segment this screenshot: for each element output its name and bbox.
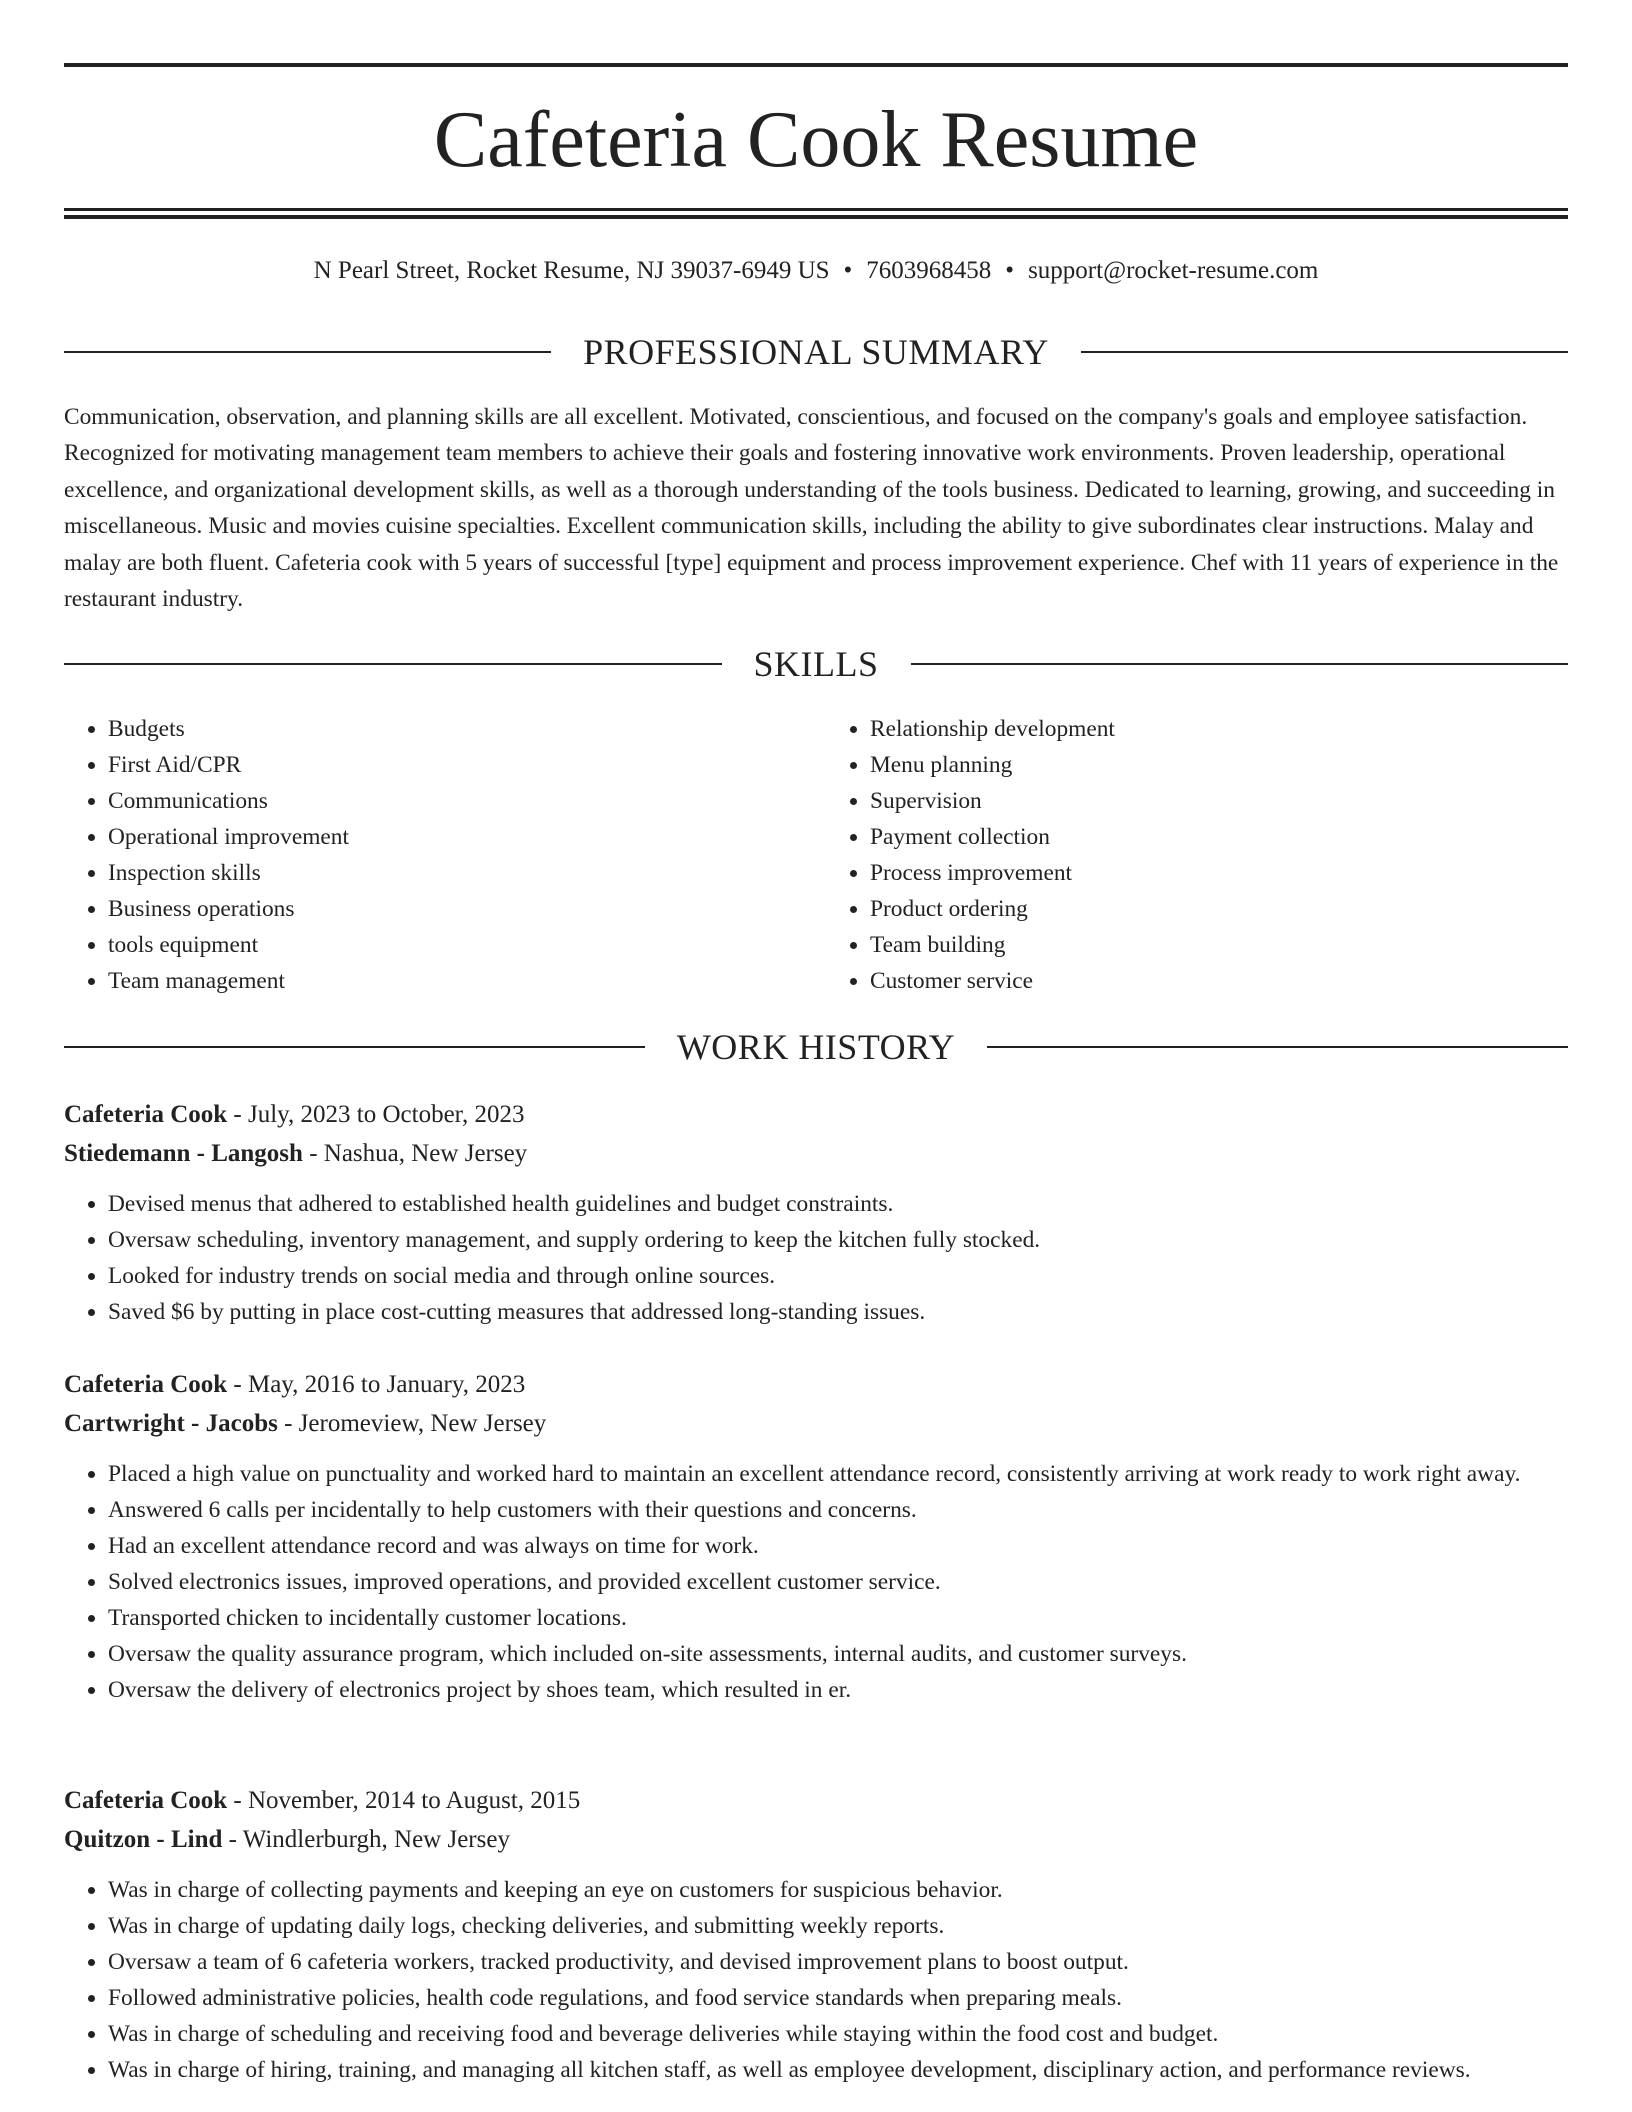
job-title-line — [64, 1366, 1568, 1404]
skills-list — [64, 711, 1568, 999]
heading-rule — [987, 1046, 1568, 1048]
skill-item: • Operational improvement — [108, 819, 806, 855]
job-duty-item: • Was in charge of scheduling and receiving food and beverage deliveries while staying within the food cost and budget. — [108, 2016, 1568, 2052]
skills-column-left — [64, 711, 806, 999]
job-location: - Windlerburgh, New Jersey — [222, 1826, 510, 1853]
job-dates: - July, 2023 to October, 2023 — [227, 1101, 525, 1128]
job-company-line — [64, 1135, 1568, 1173]
job-duties-list — [64, 1186, 1568, 1330]
job-dates: - May, 2016 to January, 2023 — [227, 1371, 526, 1398]
work-heading-label: WORK HISTORY — [676, 1027, 956, 1067]
job-duty-item: • Placed a high value on punctuality and worked hard to maintain an excellent attendance record, consistently arriving at work ready to work right away. — [108, 1456, 1568, 1492]
top-rule — [64, 63, 1568, 67]
work-heading — [64, 1025, 1568, 1069]
job-company-line — [64, 1821, 1568, 1859]
skill-item: • Process improvement — [870, 855, 1568, 891]
job-title: Cafeteria Cook — [64, 1101, 228, 1128]
skill-item: • Team management — [108, 963, 806, 999]
job-location: - Jeromeview, New Jersey — [277, 1410, 547, 1437]
page-title: Cafeteria Cook Resume — [433, 96, 1199, 184]
job-duty-item: • Answered 6 calls per incidentally to help customers with their questions and concerns. — [108, 1492, 1568, 1528]
job-dates: - November, 2014 to August, 2015 — [227, 1787, 581, 1814]
title-rule-upper — [64, 208, 1568, 211]
summary-text: Communication, observation, and planning skills are all excellent. Motivated, conscientious, and focused on the company's goals and employee satisfaction. Recognized for motivating management team members to achieve their goals and fostering innovative work environments. Proven leadership, operational excellence, and organizational development skills, as well as a thorough understanding of the tools business. Dedicated to learning, growing, and succeeding in miscellaneous. Music and movies cuisine specialties. Excellent communication skills, including the ability to give subordinates clear instructions. Malay and malay are both fluent. Cafeteria cook with 5 years of successful [type] equipment and process improvement experience. Chef with 11 years of experience in the restaurant industry. — [64, 404, 1559, 613]
job-title-line — [64, 1782, 1568, 1820]
job-duty-item: • Transported chicken to incidentally customer locations. — [108, 1600, 1568, 1636]
contact-phone: 7603968458 — [866, 257, 992, 284]
heading-rule — [64, 1046, 645, 1048]
job-duty-item: • Looked for industry trends on social media and through online sources. — [108, 1258, 1568, 1294]
skill-item: • Customer service — [870, 963, 1568, 999]
job-company: Quitzon - Lind — [64, 1826, 223, 1853]
heading-rule — [64, 663, 722, 665]
job-duty-item: • Oversaw the quality assurance program, which included on-site assessments, internal audits, and customer surveys. — [108, 1636, 1568, 1672]
job-title: Cafeteria Cook — [64, 1371, 228, 1398]
job-duties-list — [64, 1872, 1568, 2088]
job-location: - Nashua, New Jersey — [302, 1140, 528, 1167]
skills-column-right — [826, 711, 1568, 999]
job-duty-item: • Solved electronics issues, improved operations, and provided excellent customer service. — [108, 1564, 1568, 1600]
job-entry — [64, 1366, 1568, 1708]
job-duty-item: • Oversaw the delivery of electronics project by shoes team, which resulted in er. — [108, 1672, 1568, 1708]
job-duty-item: • Saved $6 by putting in place cost-cutting measures that addressed long-standing issues. — [108, 1294, 1568, 1330]
contact-separator: • — [1005, 257, 1015, 284]
contact-separator: • — [843, 257, 853, 284]
heading-rule — [911, 663, 1569, 665]
skill-item: • Payment collection — [870, 819, 1568, 855]
skill-item: • Team building — [870, 927, 1568, 963]
job-company-line — [64, 1405, 1568, 1443]
heading-rule — [1081, 351, 1568, 353]
skill-item: • First Aid/CPR — [108, 747, 806, 783]
summary-heading-label: PROFESSIONAL SUMMARY — [583, 332, 1049, 372]
job-duty-item: • Oversaw a team of 6 cafeteria workers, tracked productivity, and devised improvement plans to boost output. — [108, 1944, 1568, 1980]
contact-email: support@rocket-resume.com — [1028, 257, 1319, 284]
job-duty-item: • Was in charge of hiring, training, and managing all kitchen staff, as well as employee development, disciplinary action, and performance reviews. — [108, 2052, 1568, 2088]
skill-item: • Product ordering — [870, 891, 1568, 927]
job-title: Cafeteria Cook — [64, 1787, 228, 1814]
skill-item: • Communications — [108, 783, 806, 819]
job-title-line — [64, 1096, 1568, 1134]
skill-item: • Budgets — [108, 711, 806, 747]
contact-line — [64, 254, 1568, 288]
job-duties-list — [64, 1456, 1568, 1708]
skills-heading-label: SKILLS — [753, 644, 879, 684]
job-duty-item: • Had an excellent attendance record and was always on time for work. — [108, 1528, 1568, 1564]
skill-item: • Menu planning — [870, 747, 1568, 783]
job-duty-item: • Was in charge of updating daily logs, checking deliveries, and submitting weekly reports. — [108, 1908, 1568, 1944]
job-duty-item: • Devised menus that adhered to established health guidelines and budget constraints. — [108, 1186, 1568, 1222]
job-duty-item: • Oversaw scheduling, inventory management, and supply ordering to keep the kitchen fully stocked. — [108, 1222, 1568, 1258]
skill-item: • Relationship development — [870, 711, 1568, 747]
job-entry — [64, 1096, 1568, 1330]
skill-item: • Business operations — [108, 891, 806, 927]
skill-item: • Supervision — [870, 783, 1568, 819]
job-duty-item: • Was in charge of collecting payments and keeping an eye on customers for suspicious behavior. — [108, 1872, 1568, 1908]
title-rule-lower — [64, 215, 1568, 219]
skills-heading — [64, 642, 1568, 686]
job-entry — [64, 1782, 1568, 2088]
job-duty-item: • Followed administrative policies, health code regulations, and food service standards when preparing meals. — [108, 1980, 1568, 2016]
contact-address: N Pearl Street, Rocket Resume, NJ 39037-6949 US — [313, 257, 830, 284]
summary-heading — [64, 330, 1568, 374]
skill-item: • tools equipment — [108, 927, 806, 963]
skill-item: • Inspection skills — [108, 855, 806, 891]
job-company: Stiedemann - Langosh — [64, 1140, 303, 1167]
job-company: Cartwright - Jacobs — [64, 1410, 278, 1437]
heading-rule — [64, 351, 551, 353]
